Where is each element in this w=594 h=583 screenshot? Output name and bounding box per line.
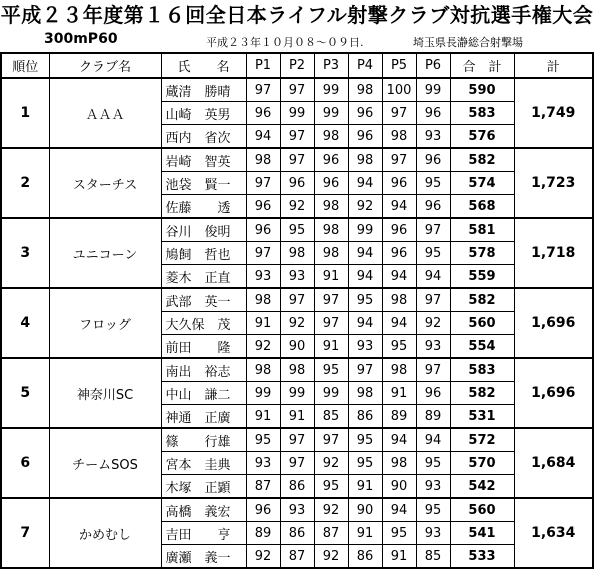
score-p5: 100 [382, 78, 416, 102]
score-p5: 94 [382, 265, 416, 289]
score-p1: 96 [246, 218, 280, 242]
score-p5: 96 [382, 172, 416, 195]
score-p4: 91 [348, 522, 382, 545]
score-p2: 96 [280, 172, 314, 195]
header-p3: P3 [314, 53, 348, 78]
score-p2: 97 [280, 78, 314, 102]
shooter-name: 岩崎 智英 [161, 148, 246, 172]
shooter-name: 神通 正廣 [161, 405, 246, 429]
team-club-name: スターチス [49, 148, 161, 218]
score-p6: 92 [416, 312, 450, 335]
team-total: 1,634 [514, 498, 593, 568]
score-p1: 92 [246, 335, 280, 359]
table-row [1, 428, 593, 452]
header-total: 計 [514, 53, 593, 78]
score-p2: 90 [280, 335, 314, 359]
team-total: 1,718 [514, 218, 593, 288]
score-p3: 92 [314, 452, 348, 475]
score-p2: 91 [280, 405, 314, 429]
score-p1: 87 [246, 475, 280, 499]
score-p1: 96 [246, 195, 280, 219]
score-p2: 95 [280, 218, 314, 242]
score-p6: 93 [416, 475, 450, 499]
score-p4: 93 [348, 335, 382, 359]
score-p3: 99 [314, 102, 348, 125]
table-row [1, 218, 593, 242]
shooter-name: 大久保 茂 [161, 312, 246, 335]
score-p6: 96 [416, 148, 450, 172]
shooter-name: 高橋 義宏 [161, 498, 246, 522]
team-total: 1,696 [514, 358, 593, 428]
score-p1: 98 [246, 148, 280, 172]
score-p3: 97 [314, 312, 348, 335]
event-label: 300mP60 [44, 31, 118, 47]
score-p3: 96 [314, 148, 348, 172]
shooter-name: 篠 行雄 [161, 428, 246, 452]
shooter-sum: 570 [450, 452, 514, 475]
score-p4: 90 [348, 498, 382, 522]
score-p4: 94 [348, 172, 382, 195]
score-p5: 96 [382, 242, 416, 265]
score-p5: 91 [382, 382, 416, 405]
score-p4: 96 [348, 102, 382, 125]
score-p6: 97 [416, 358, 450, 382]
team-total: 1,723 [514, 148, 593, 218]
team-rank: 4 [1, 288, 49, 358]
score-p1: 91 [246, 405, 280, 429]
team-club-name: 神奈川SC [49, 358, 161, 428]
score-p5: 96 [382, 218, 416, 242]
team-rank: 5 [1, 358, 49, 428]
page-title: 平成２３年度第１６回全日本ライフル射撃クラブ対抗選手権大会 [0, 3, 594, 27]
score-p1: 96 [246, 498, 280, 522]
score-p6: 89 [416, 405, 450, 429]
score-p1: 97 [246, 78, 280, 102]
score-p6: 97 [416, 218, 450, 242]
team-rank: 3 [1, 218, 49, 288]
score-p1: 96 [246, 102, 280, 125]
shooter-sum: 574 [450, 172, 514, 195]
table-row [1, 358, 593, 382]
score-p2: 98 [280, 242, 314, 265]
score-p2: 86 [280, 522, 314, 545]
score-p2: 98 [280, 358, 314, 382]
score-p1: 97 [246, 172, 280, 195]
score-p3: 98 [314, 195, 348, 219]
shooter-sum: 531 [450, 405, 514, 429]
table-row [1, 498, 593, 522]
score-p4: 95 [348, 288, 382, 312]
score-p4: 91 [348, 475, 382, 499]
shooter-sum: 582 [450, 148, 514, 172]
score-p5: 89 [382, 405, 416, 429]
score-p3: 91 [314, 335, 348, 359]
score-p6: 93 [416, 522, 450, 545]
score-p1: 91 [246, 312, 280, 335]
event-date: 平成２３年１０月０８～０９日. [206, 36, 364, 49]
score-p4: 94 [348, 242, 382, 265]
team-total: 1,696 [514, 288, 593, 358]
header-p1: P1 [246, 53, 280, 78]
shooter-sum: 572 [450, 428, 514, 452]
score-p4: 95 [348, 452, 382, 475]
score-p1: 92 [246, 545, 280, 569]
score-p5: 98 [382, 452, 416, 475]
score-p5: 98 [382, 358, 416, 382]
score-p5: 98 [382, 288, 416, 312]
team-club-name: フロッグ [49, 288, 161, 358]
score-p2: 97 [280, 428, 314, 452]
shooter-name: 吉田 亨 [161, 522, 246, 545]
score-p4: 86 [348, 405, 382, 429]
score-p3: 91 [314, 265, 348, 289]
score-p5: 97 [382, 148, 416, 172]
header-p6: P6 [416, 53, 450, 78]
score-p6: 96 [416, 382, 450, 405]
score-p2: 93 [280, 265, 314, 289]
score-p6: 93 [416, 125, 450, 149]
score-p6: 93 [416, 335, 450, 359]
shooter-name: 武部 英一 [161, 288, 246, 312]
score-p3: 95 [314, 475, 348, 499]
header-p4: P4 [348, 53, 382, 78]
shooter-sum: 590 [450, 78, 514, 102]
team-total: 1,684 [514, 428, 593, 498]
shooter-sum: 581 [450, 218, 514, 242]
score-p5: 94 [382, 312, 416, 335]
shooter-name: 蔵清 勝晴 [161, 78, 246, 102]
score-p2: 92 [280, 195, 314, 219]
team-total: 1,749 [514, 78, 593, 148]
shooter-sum: 533 [450, 545, 514, 569]
shooter-sum: 582 [450, 288, 514, 312]
team-rank: 6 [1, 428, 49, 498]
score-p5: 94 [382, 428, 416, 452]
score-p3: 96 [314, 172, 348, 195]
score-p2: 99 [280, 382, 314, 405]
results-body [1, 78, 593, 568]
header-row [1, 53, 593, 78]
score-p3: 87 [314, 522, 348, 545]
score-p6: 97 [416, 288, 450, 312]
score-p4: 98 [348, 78, 382, 102]
score-p1: 93 [246, 452, 280, 475]
score-p5: 95 [382, 522, 416, 545]
score-p4: 94 [348, 312, 382, 335]
shooter-sum: 559 [450, 265, 514, 289]
team-rank: 2 [1, 148, 49, 218]
header-name: 氏 名 [161, 53, 246, 78]
header-p5: P5 [382, 53, 416, 78]
score-p4: 99 [348, 218, 382, 242]
shooter-sum: 568 [450, 195, 514, 219]
team-club-name: ユニコーン [49, 218, 161, 288]
score-p6: 95 [416, 242, 450, 265]
score-p2: 87 [280, 545, 314, 569]
score-p6: 95 [416, 452, 450, 475]
score-p6: 94 [416, 428, 450, 452]
shooter-name: 宮本 圭典 [161, 452, 246, 475]
score-p3: 99 [314, 382, 348, 405]
header-club: クラブ名 [49, 53, 161, 78]
score-p4: 94 [348, 265, 382, 289]
score-p1: 95 [246, 428, 280, 452]
shooter-name: 中山 謙二 [161, 382, 246, 405]
score-p3: 92 [314, 545, 348, 569]
score-p2: 92 [280, 312, 314, 335]
shooter-name: 谷川 俊明 [161, 218, 246, 242]
shooter-sum: 576 [450, 125, 514, 149]
score-p4: 86 [348, 545, 382, 569]
score-p2: 97 [280, 125, 314, 149]
score-p2: 97 [280, 452, 314, 475]
score-p6: 95 [416, 498, 450, 522]
score-p6: 85 [416, 545, 450, 569]
score-p1: 97 [246, 242, 280, 265]
shooter-name: 佐藤 透 [161, 195, 246, 219]
team-club-name: チームSOS [49, 428, 161, 498]
score-p5: 95 [382, 335, 416, 359]
header-p2: P2 [280, 53, 314, 78]
shooter-name: 廣瀬 義一 [161, 545, 246, 569]
score-p6: 96 [416, 195, 450, 219]
shooter-name: 木塚 正顕 [161, 475, 246, 499]
shooter-sum: 554 [450, 335, 514, 359]
table-row [1, 288, 593, 312]
score-p3: 98 [314, 242, 348, 265]
score-p3: 99 [314, 78, 348, 102]
score-p1: 94 [246, 125, 280, 149]
table-row [1, 78, 593, 102]
event-venue: 埼玉県長瀞総合射撃場 [413, 36, 523, 49]
score-p3: 85 [314, 405, 348, 429]
score-p6: 96 [416, 102, 450, 125]
score-p2: 86 [280, 475, 314, 499]
score-p4: 95 [348, 428, 382, 452]
score-p4: 98 [348, 382, 382, 405]
score-p4: 97 [348, 358, 382, 382]
shooter-sum: 583 [450, 358, 514, 382]
shooter-name: 山崎 英男 [161, 102, 246, 125]
score-p6: 95 [416, 172, 450, 195]
shooter-sum: 542 [450, 475, 514, 499]
team-club-name: ＡＡＡ [49, 78, 161, 148]
score-p5: 94 [382, 498, 416, 522]
score-p3: 92 [314, 498, 348, 522]
score-p4: 96 [348, 125, 382, 149]
score-p2: 97 [280, 288, 314, 312]
score-p2: 99 [280, 102, 314, 125]
score-p3: 98 [314, 218, 348, 242]
score-p3: 95 [314, 358, 348, 382]
score-p5: 94 [382, 195, 416, 219]
score-p2: 97 [280, 148, 314, 172]
shooter-sum: 560 [450, 498, 514, 522]
score-p1: 98 [246, 358, 280, 382]
score-p5: 97 [382, 102, 416, 125]
score-p1: 89 [246, 522, 280, 545]
header-rank: 順位 [1, 53, 49, 78]
score-p2: 93 [280, 498, 314, 522]
score-p6: 94 [416, 265, 450, 289]
shooter-sum: 578 [450, 242, 514, 265]
team-club-name: かめむし [49, 498, 161, 568]
shooter-sum: 560 [450, 312, 514, 335]
score-p4: 98 [348, 148, 382, 172]
shooter-sum: 541 [450, 522, 514, 545]
shooter-sum: 583 [450, 102, 514, 125]
score-p1: 93 [246, 265, 280, 289]
shooter-name: 菱木 正直 [161, 265, 246, 289]
score-p5: 90 [382, 475, 416, 499]
results-table [0, 52, 594, 569]
score-p1: 99 [246, 382, 280, 405]
shooter-name: 池袋 賢一 [161, 172, 246, 195]
header-sum: 合 計 [450, 53, 514, 78]
shooter-name: 南出 裕志 [161, 358, 246, 382]
score-p3: 98 [314, 125, 348, 149]
score-p3: 97 [314, 428, 348, 452]
shooter-name: 前田 隆 [161, 335, 246, 359]
score-p5: 91 [382, 545, 416, 569]
shooter-name: 西内 省次 [161, 125, 246, 149]
shooter-sum: 582 [450, 382, 514, 405]
score-p5: 98 [382, 125, 416, 149]
team-rank: 7 [1, 498, 49, 568]
score-p1: 98 [246, 288, 280, 312]
team-rank: 1 [1, 78, 49, 148]
score-p4: 92 [348, 195, 382, 219]
table-row [1, 148, 593, 172]
score-p6: 99 [416, 78, 450, 102]
shooter-name: 鳩飼 哲也 [161, 242, 246, 265]
score-p3: 97 [314, 288, 348, 312]
